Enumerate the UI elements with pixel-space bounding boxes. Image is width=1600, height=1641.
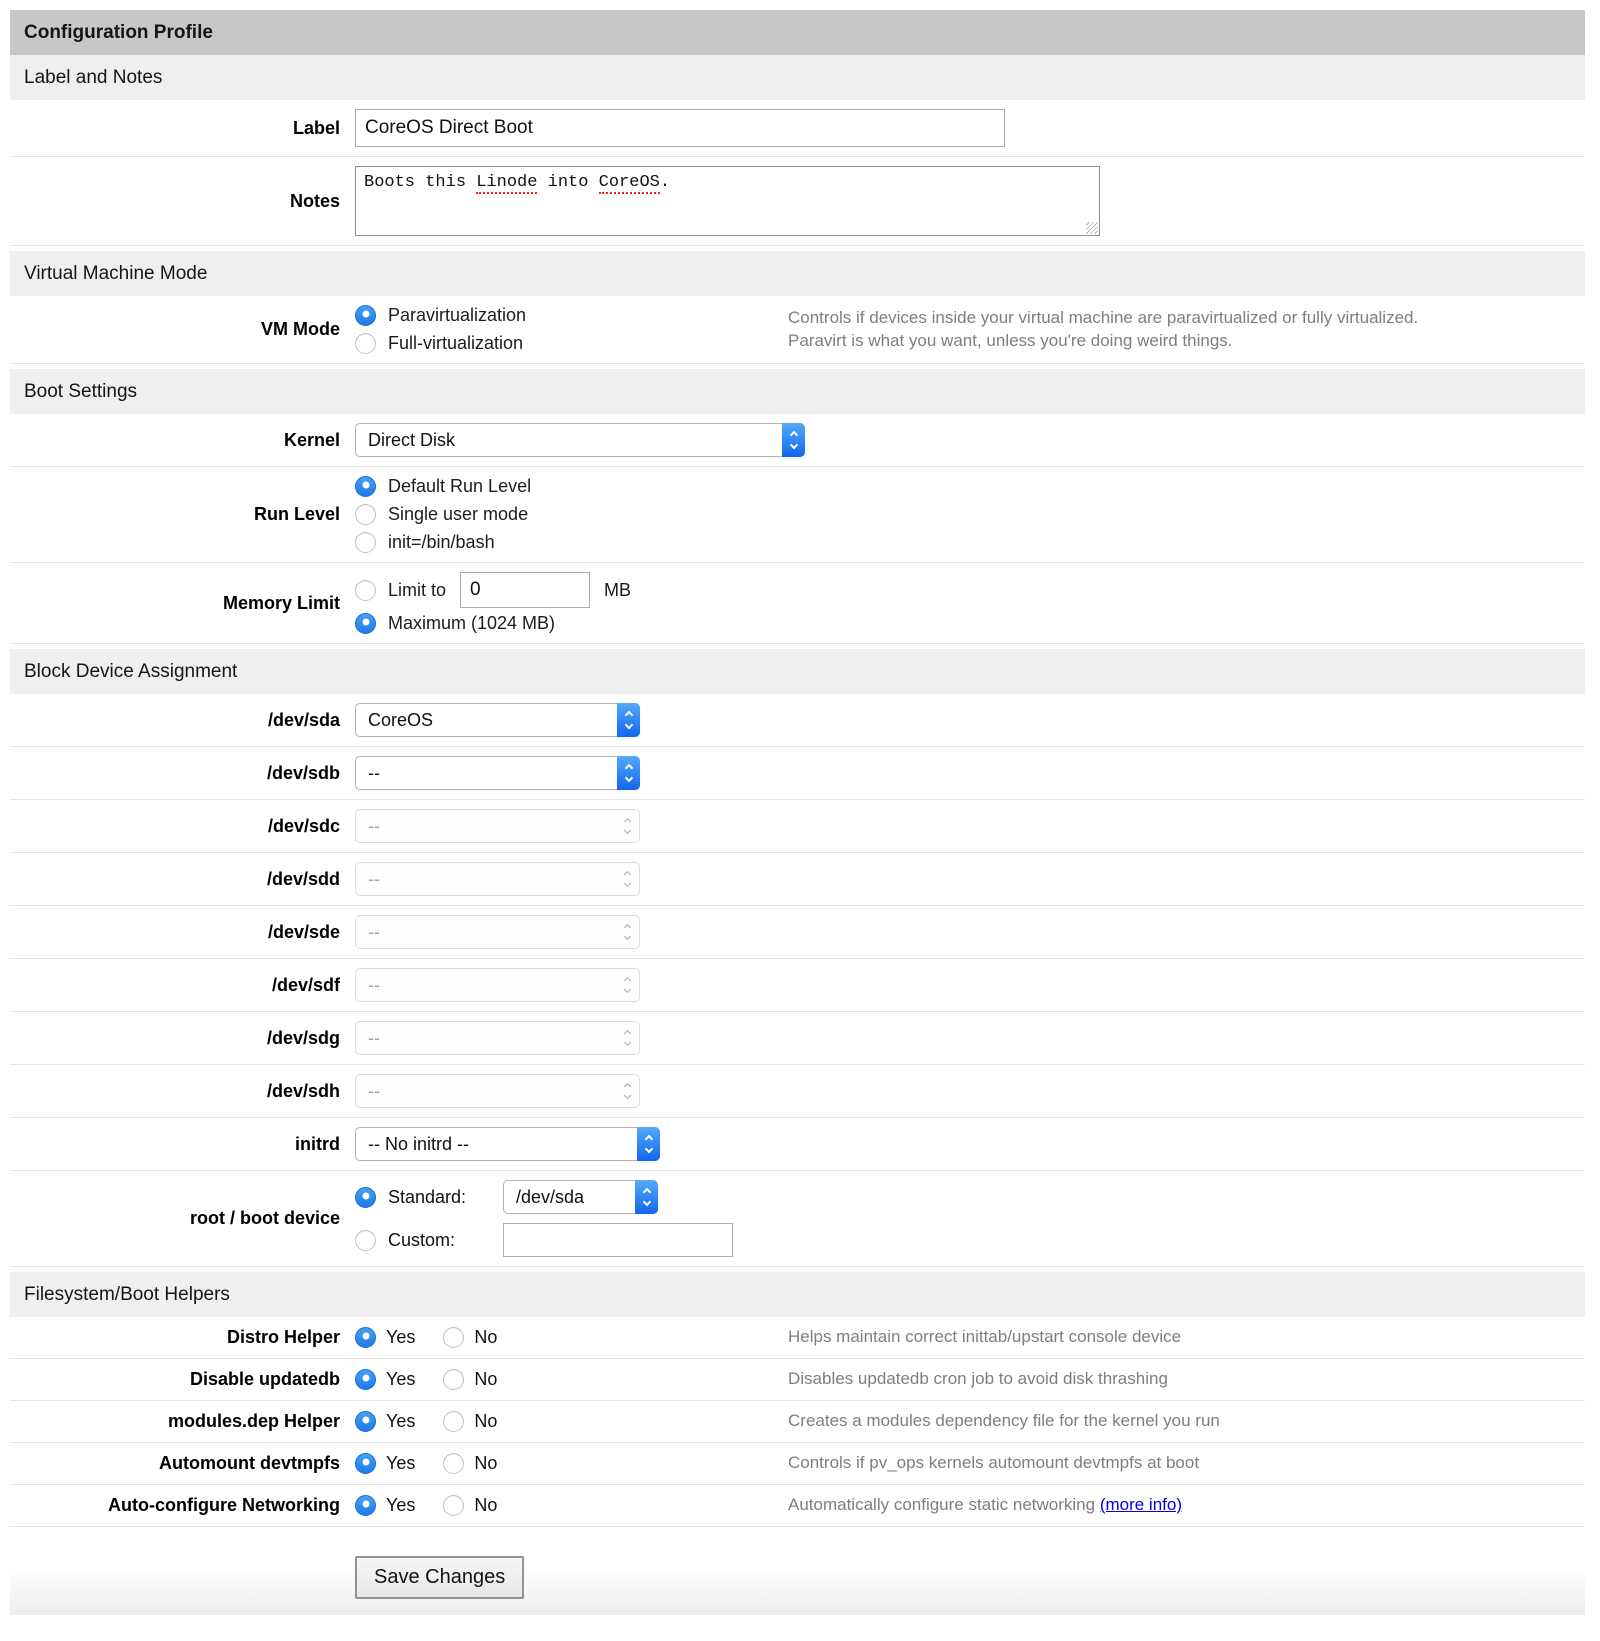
chevron-down-icon bbox=[624, 774, 632, 782]
save-changes-button[interactable]: Save Changes bbox=[355, 1556, 524, 1599]
page-title: Configuration Profile bbox=[10, 10, 1585, 55]
select-spinner-icon bbox=[617, 756, 640, 790]
section-block-device-assignment: Block Device Assignment bbox=[10, 649, 1585, 694]
option-label: Limit to bbox=[388, 579, 447, 600]
option-label: init=/bin/bash bbox=[388, 532, 495, 552]
device-select-value: -- bbox=[368, 868, 380, 889]
initrd-select[interactable] bbox=[355, 1127, 660, 1161]
radio-selected-icon[interactable] bbox=[355, 1411, 376, 1432]
kernel-select[interactable] bbox=[355, 423, 805, 457]
vm-mode-help-text: Controls if devices inside your virtual machine are paravirtualized or fully virtualized. Paravirt is what you want, unless you're doing weird things. bbox=[788, 307, 1419, 350]
device-select-value: -- bbox=[368, 762, 380, 783]
device-select-value: -- bbox=[368, 1027, 380, 1048]
radio-selected-icon[interactable] bbox=[355, 1327, 376, 1348]
chevron-up-icon bbox=[644, 1135, 652, 1143]
section-boot-settings: Boot Settings bbox=[10, 369, 1585, 414]
memory-limit-option-maximum[interactable] bbox=[355, 613, 788, 634]
device-label: /dev/sde bbox=[267, 921, 340, 942]
device-select-sdh bbox=[355, 1074, 640, 1108]
helper-label: Disable updatedb bbox=[189, 1368, 340, 1389]
memory-limit-label: Memory Limit bbox=[222, 592, 340, 613]
helper-label: Distro Helper bbox=[226, 1326, 340, 1347]
custom-option-label: Custom: bbox=[388, 1229, 456, 1250]
chevron-up-icon bbox=[642, 1188, 650, 1196]
helper-help-text: Automatically configure static networking (more info) bbox=[788, 1494, 1182, 1514]
root-boot-device-label: root / boot device bbox=[189, 1208, 340, 1228]
label-field-label: Label bbox=[292, 117, 340, 138]
radio-unselected-icon[interactable] bbox=[443, 1453, 464, 1474]
helper-row-modules-dep bbox=[10, 1401, 1585, 1443]
helper-row-auto-configure-networking bbox=[10, 1485, 1585, 1527]
chevron-up-icon bbox=[624, 764, 632, 772]
radio-selected-icon[interactable] bbox=[355, 305, 376, 326]
chevron-up-icon bbox=[624, 1083, 631, 1090]
resize-grip-icon[interactable] bbox=[1086, 222, 1098, 234]
chevron-down-icon bbox=[789, 441, 797, 449]
chevron-up-icon bbox=[624, 1030, 631, 1037]
no-option-label: No bbox=[474, 1368, 498, 1389]
helper-help-text: Controls if pv_ops kernels automount devtmpfs at boot bbox=[788, 1452, 1200, 1472]
no-option-label: No bbox=[474, 1326, 498, 1347]
radio-unselected-icon[interactable] bbox=[443, 1411, 464, 1432]
chevron-up-icon bbox=[624, 977, 631, 984]
root-device-select[interactable] bbox=[503, 1180, 658, 1214]
device-select-sdf bbox=[355, 968, 640, 1002]
device-label: /dev/sdh bbox=[266, 1080, 340, 1101]
notes-text: into bbox=[537, 173, 599, 192]
select-spinner-icon bbox=[625, 916, 630, 948]
device-label: /dev/sdc bbox=[267, 815, 340, 836]
select-spinner-icon bbox=[625, 1022, 630, 1054]
section-filesystem-boot-helpers: Filesystem/Boot Helpers bbox=[10, 1272, 1585, 1317]
block-device-row-sdg bbox=[10, 1012, 1585, 1065]
form-footer bbox=[10, 1527, 1585, 1615]
kernel-select-value: Direct Disk bbox=[368, 429, 456, 450]
radio-selected-icon[interactable] bbox=[355, 1187, 376, 1208]
device-label: /dev/sdb bbox=[266, 762, 340, 783]
block-device-row-sda bbox=[10, 694, 1585, 747]
root-boot-device-row bbox=[10, 1171, 1585, 1267]
label-row bbox=[10, 100, 1585, 157]
initrd-label: initrd bbox=[295, 1133, 340, 1154]
helper-label: modules.dep Helper bbox=[167, 1410, 340, 1431]
vm-mode-label: VM Mode bbox=[261, 319, 340, 339]
chevron-down-icon bbox=[624, 1039, 631, 1046]
helper-row-automount-devtmpfs bbox=[10, 1443, 1585, 1485]
device-select-sdc bbox=[355, 809, 640, 843]
select-spinner-icon bbox=[625, 969, 630, 1001]
radio-unselected-icon[interactable] bbox=[355, 1230, 376, 1251]
notes-misspelled-word: Linode bbox=[476, 173, 538, 192]
option-label: Maximum (1024 MB) bbox=[388, 613, 556, 633]
radio-unselected-icon[interactable] bbox=[355, 532, 376, 553]
chevron-down-icon bbox=[624, 827, 631, 834]
yes-option-label: Yes bbox=[386, 1326, 416, 1347]
device-select-value: -- bbox=[368, 815, 380, 836]
yes-option-label: Yes bbox=[386, 1452, 416, 1473]
notes-text: . bbox=[659, 173, 671, 192]
vm-mode-row bbox=[10, 296, 1585, 364]
device-label: /dev/sdd bbox=[266, 868, 340, 889]
chevron-down-icon bbox=[624, 986, 631, 993]
block-device-row-sdd bbox=[10, 853, 1585, 906]
helper-label: Automount devtmpfs bbox=[159, 1452, 340, 1473]
select-spinner-icon bbox=[625, 863, 630, 895]
no-option-label: No bbox=[474, 1494, 498, 1515]
radio-selected-icon[interactable] bbox=[355, 476, 376, 497]
more-info-link[interactable]: (more info) bbox=[1099, 1494, 1182, 1514]
device-select-value: -- bbox=[368, 1080, 380, 1101]
radio-unselected-icon[interactable] bbox=[355, 580, 376, 601]
initrd-select-value: -- No initrd -- bbox=[368, 1133, 470, 1154]
memory-limit-option-limit[interactable] bbox=[355, 572, 788, 608]
device-select-value: -- bbox=[368, 921, 380, 942]
select-spinner-icon bbox=[625, 810, 630, 842]
option-label: Default Run Level bbox=[388, 476, 532, 496]
notes-text: Boots this bbox=[364, 173, 477, 192]
configuration-profile-form bbox=[10, 10, 1585, 1615]
memory-limit-input[interactable] bbox=[460, 572, 590, 608]
chevron-up-icon bbox=[624, 711, 632, 719]
radio-selected-icon[interactable] bbox=[355, 613, 376, 634]
run-level-row bbox=[10, 467, 1585, 563]
device-select-value: -- bbox=[368, 974, 380, 995]
radio-unselected-icon[interactable] bbox=[355, 333, 376, 354]
yes-option-label: Yes bbox=[386, 1494, 416, 1515]
device-label: /dev/sdf bbox=[271, 974, 340, 995]
helper-help-text: Disables updatedb cron job to avoid disk thrashing bbox=[788, 1368, 1168, 1388]
device-select-sdd bbox=[355, 862, 640, 896]
device-select-sdb[interactable] bbox=[355, 756, 640, 790]
radio-selected-icon[interactable] bbox=[355, 1453, 376, 1474]
option-label: Paravirtualization bbox=[388, 305, 527, 325]
notes-textarea[interactable] bbox=[355, 166, 1100, 236]
block-device-row-sdb bbox=[10, 747, 1585, 800]
yes-option-label: Yes bbox=[386, 1368, 416, 1389]
custom-root-device-input[interactable] bbox=[503, 1223, 733, 1257]
notes-row bbox=[10, 157, 1585, 246]
chevron-up-icon bbox=[789, 431, 797, 439]
label-input[interactable] bbox=[355, 109, 1005, 147]
device-select-sda[interactable] bbox=[355, 703, 640, 737]
device-label: /dev/sda bbox=[267, 709, 340, 730]
chevron-down-icon bbox=[624, 1092, 631, 1099]
select-spinner-icon bbox=[625, 1075, 630, 1107]
chevron-down-icon bbox=[624, 721, 632, 729]
helper-help-text: Helps maintain correct inittab/upstart console device bbox=[788, 1327, 1182, 1346]
chevron-down-icon bbox=[642, 1198, 650, 1206]
chevron-up-icon bbox=[624, 818, 631, 825]
helper-label: Auto-configure Networking bbox=[108, 1494, 340, 1515]
notes-field-label: Notes bbox=[289, 190, 340, 211]
chevron-down-icon bbox=[644, 1145, 652, 1153]
memory-unit-label: MB bbox=[604, 579, 632, 600]
vm-mode-option-full-virtualization[interactable] bbox=[355, 333, 788, 354]
select-spinner-icon bbox=[617, 703, 640, 737]
yes-option-label: Yes bbox=[386, 1410, 416, 1431]
helper-row-disable-updatedb bbox=[10, 1359, 1585, 1401]
radio-selected-icon[interactable] bbox=[355, 1495, 376, 1516]
kernel-row bbox=[10, 414, 1585, 467]
helper-help-text: Creates a modules dependency file for the kernel you run bbox=[788, 1410, 1220, 1430]
device-label: /dev/sdg bbox=[266, 1027, 340, 1048]
option-label: Full-virtualization bbox=[388, 333, 524, 353]
notes-misspelled-word: CoreOS bbox=[598, 173, 660, 192]
option-label: Single user mode bbox=[388, 504, 529, 524]
no-option-label: No bbox=[474, 1410, 498, 1431]
standard-option-label: Standard: bbox=[388, 1186, 467, 1207]
configuration-profile-page bbox=[0, 10, 1600, 1641]
device-select-sdg bbox=[355, 1021, 640, 1055]
run-level-label: Run Level bbox=[253, 504, 340, 524]
select-spinner-icon bbox=[782, 423, 805, 457]
block-device-row-sde bbox=[10, 906, 1585, 959]
radio-selected-icon[interactable] bbox=[355, 1369, 376, 1390]
select-spinner-icon bbox=[635, 1180, 658, 1214]
device-select-value: CoreOS bbox=[368, 709, 434, 730]
radio-unselected-icon[interactable] bbox=[443, 1327, 464, 1348]
section-label-and-notes: Label and Notes bbox=[10, 55, 1585, 100]
device-select-sde bbox=[355, 915, 640, 949]
radio-unselected-icon[interactable] bbox=[355, 504, 376, 525]
block-device-row-sdh bbox=[10, 1065, 1585, 1118]
radio-unselected-icon[interactable] bbox=[443, 1369, 464, 1390]
block-device-row-sdf bbox=[10, 959, 1585, 1012]
no-option-label: No bbox=[474, 1452, 498, 1473]
radio-unselected-icon[interactable] bbox=[443, 1495, 464, 1516]
vm-mode-option-paravirtualization[interactable] bbox=[355, 305, 788, 326]
kernel-label: Kernel bbox=[283, 429, 340, 450]
select-spinner-icon bbox=[637, 1127, 660, 1161]
run-level-option-default[interactable] bbox=[355, 476, 788, 497]
run-level-option-init-bash[interactable] bbox=[355, 532, 788, 553]
helper-row-distro-helper bbox=[10, 1317, 1585, 1359]
section-virtual-machine-mode: Virtual Machine Mode bbox=[10, 251, 1585, 296]
chevron-down-icon bbox=[624, 880, 631, 887]
root-device-select-value: /dev/sda bbox=[516, 1186, 585, 1207]
memory-limit-row bbox=[10, 563, 1585, 644]
chevron-down-icon bbox=[624, 933, 631, 940]
chevron-up-icon bbox=[624, 924, 631, 931]
chevron-up-icon bbox=[624, 871, 631, 878]
run-level-option-single-user[interactable] bbox=[355, 504, 788, 525]
initrd-row bbox=[10, 1118, 1585, 1171]
block-device-row-sdc bbox=[10, 800, 1585, 853]
